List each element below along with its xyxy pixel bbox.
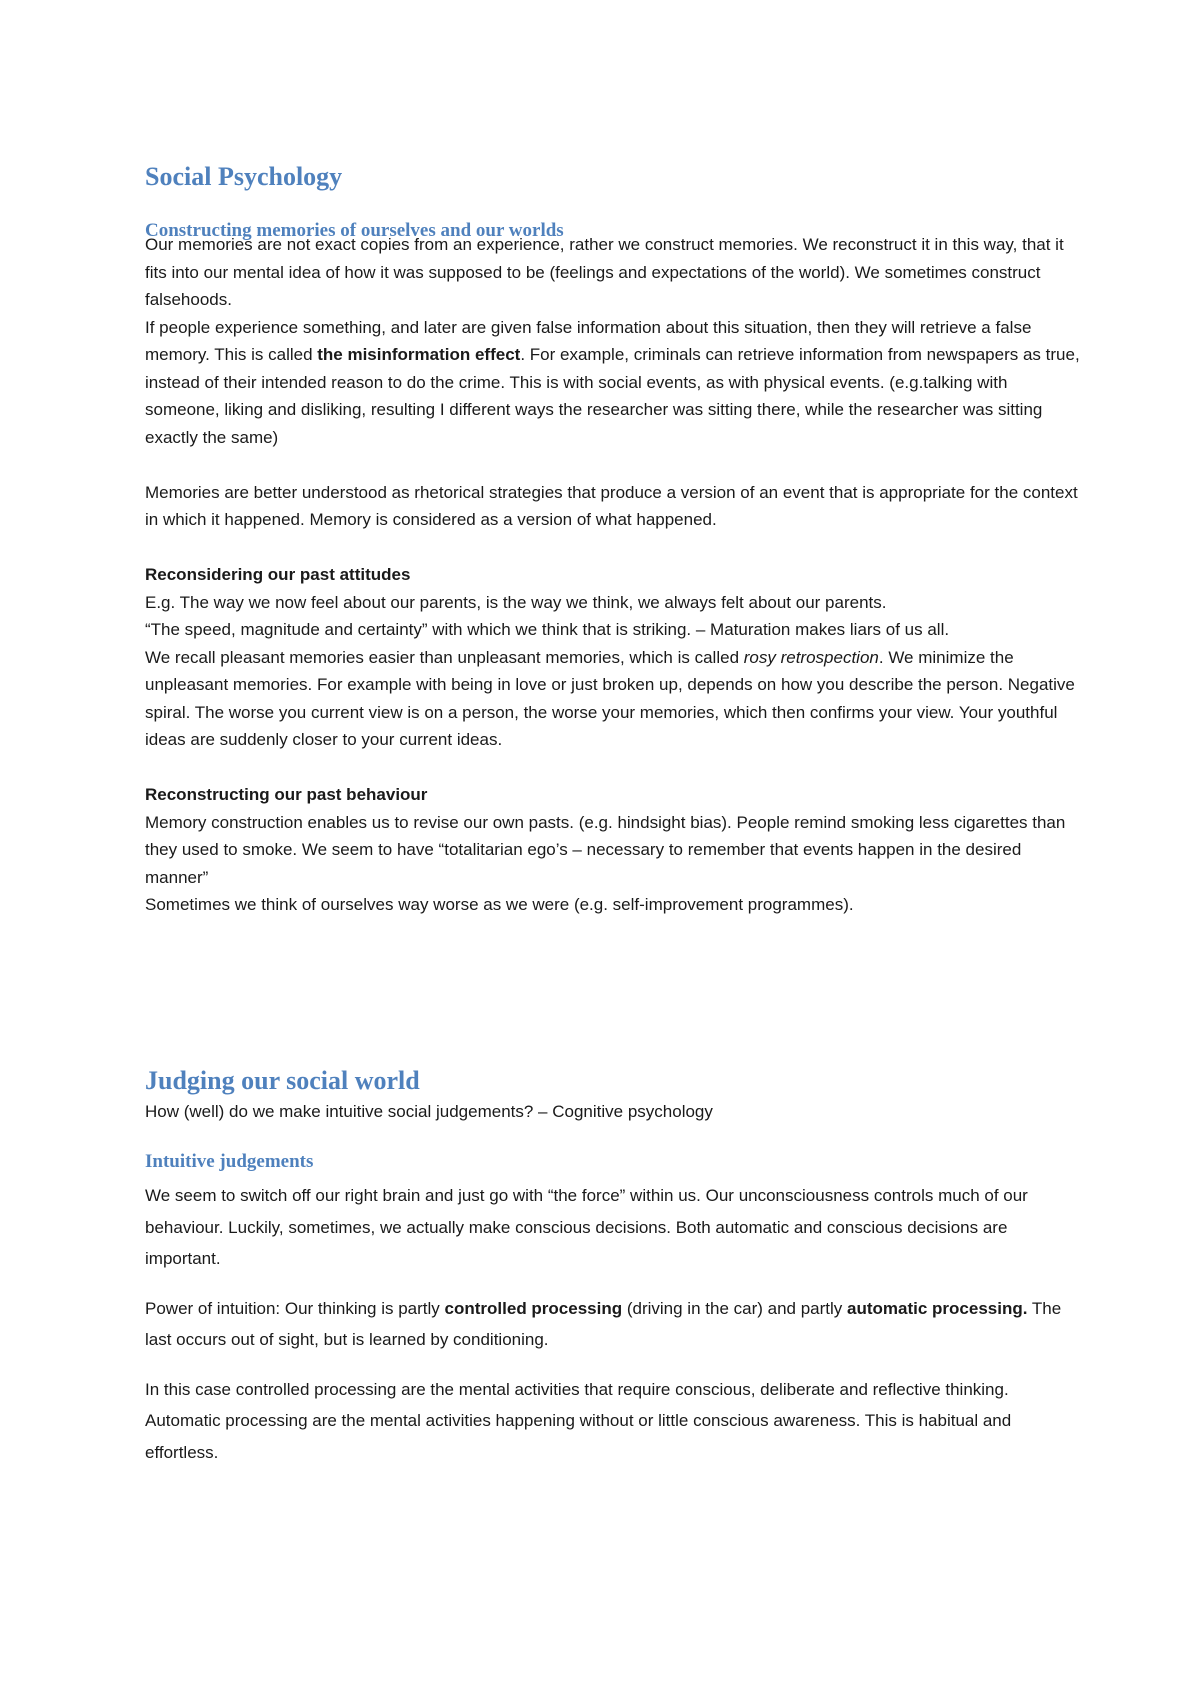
- paragraph: In this case controlled processing are the mental activities that require conscious, deliberate and reflective thinking. Automatic processing are the mental activities happening without or little conscious awareness. This is habitual and effortless.: [145, 1379, 1012, 1462]
- paragraph: E.g. The way we now feel about our parents, is the way we think, we always felt about our parents.: [145, 592, 887, 612]
- term-controlled-processing: controlled processing: [444, 1298, 623, 1318]
- paragraph: [145, 314, 1085, 452]
- heading-judging-social-world: Judging our social world: [145, 1066, 420, 1095]
- paragraph: [145, 1293, 1085, 1356]
- judging-subtitle: How (well) do we make intuitive social judgements? – Cognitive psychology: [145, 1102, 713, 1121]
- section-constructing-body: [145, 231, 1085, 919]
- heading-social-psychology: Social Psychology: [145, 162, 343, 191]
- paragraph: We seem to switch off our right brain and just go with “the force” within us. Our unconsciousness controls much of our behaviour. Luckily, sometimes, we actually make conscious decisions. Both automatic and conscious decisions are important.: [145, 1186, 1028, 1268]
- section-intuitive-body: [145, 1180, 1085, 1468]
- text-span: (driving in the car) and partly: [622, 1298, 848, 1318]
- paragraph: “The speed, magnitude and certainty” with which we think that is striking. – Maturation makes liars of us all.: [145, 620, 950, 639]
- term-misinformation-effect: the misinformation effect: [317, 345, 521, 364]
- paragraph: Sometimes we think of ourselves way worse as we were (e.g. self-improvement programmes).: [145, 895, 854, 914]
- term-rosy-retrospection: rosy retrospection: [743, 647, 879, 667]
- heading-reconstructing-behaviour: Reconstructing our past behaviour: [145, 785, 428, 804]
- text-span: . For example, criminals can retrieve information from newspapers as true, instead of their intended reason to do the crime. This is with social events, as with physical events. (e.g.talking with someone, liking and disliking, resulting I different ways the researcher was sitting there, while the researcher was sitting exactly the same): [145, 345, 1080, 447]
- text-span: . We minimize the unpleasant memories. For example with being in love or just broken up, depends on how you describe the person. Negative spiral. The worse you current view is on a person, the worse your memories, which then confirms your view. Your youthful ideas are suddenly closer to your current ideas.: [145, 647, 1075, 749]
- term-automatic-processing: automatic processing.: [847, 1298, 1028, 1318]
- heading-reconsidering-attitudes: Reconsidering our past attitudes: [145, 565, 411, 584]
- paragraph: [145, 644, 1085, 754]
- text-span: The last occurs out of sight, but is learned by conditioning.: [145, 1298, 1062, 1349]
- paragraph: Our memories are not exact copies from an experience, rather we construct memories. We reconstruct it in this way, that it fits into our mental idea of how it was supposed to be (feelings and expectations of the world). We sometimes construct falsehoods.: [145, 235, 1064, 309]
- text-span: We recall pleasant memories easier than unpleasant memories, which is called: [145, 647, 744, 667]
- heading-intuitive-judgements: Intuitive judgements: [145, 1151, 314, 1172]
- paragraph: Memories are better understood as rhetorical strategies that produce a version of an event that is appropriate for the context in which it happened. Memory is considered as a version of what happened.: [145, 482, 1078, 529]
- paragraph: Memory construction enables us to revise our own pasts. (e.g. hindsight bias). People remind smoking less cigarettes than they used to smoke. We seem to have “totalitarian ego’s – necessary to remember that events happen in the desired manner”: [145, 812, 1066, 887]
- text-span: Power of intuition: Our thinking is partly: [145, 1298, 445, 1318]
- text-span: If people experience something, and later are given false information about this situation, then they will retrieve a false memory. This is called: [145, 317, 1032, 364]
- heading-constructing-memories: Constructing memories of ourselves and our worlds: [145, 220, 564, 241]
